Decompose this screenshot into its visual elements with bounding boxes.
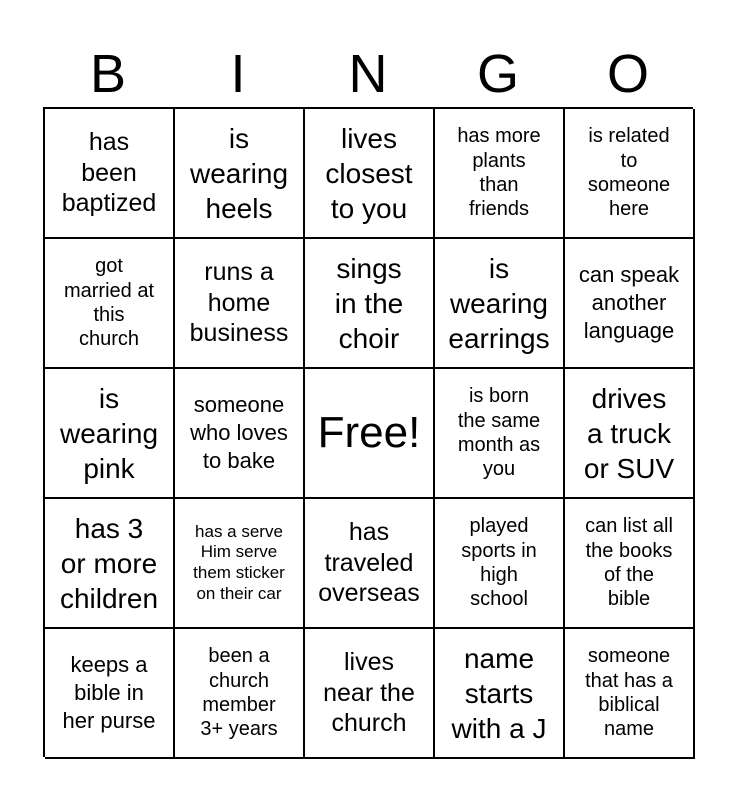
bingo-cell[interactable] [305,499,435,629]
bingo-cell[interactable] [45,239,175,369]
bingo-cell[interactable] [565,629,695,759]
header-letter-i: I [230,44,246,104]
header-letter-g: G [476,44,519,104]
cell-text: is wearing heels [189,122,289,224]
free-space-label: Free! [317,408,421,457]
bingo-cell[interactable] [175,499,305,629]
header-letter-o: O [606,44,649,104]
cell-text: lives near the church [323,648,415,738]
bingo-cell[interactable] [435,629,565,759]
header-letter-b: B [89,44,127,104]
bingo-cell[interactable] [45,369,175,499]
cell-text: has been baptized [61,128,157,218]
bingo-cell[interactable] [45,109,175,239]
bingo-cell[interactable] [435,239,565,369]
bingo-cell[interactable] [45,629,175,759]
bingo-cell[interactable] [565,499,695,629]
cell-text: has a serve Him serve them sticker on their car [193,521,285,603]
bingo-cell[interactable] [435,369,565,499]
cell-text: played sports in high school [461,515,537,611]
bingo-cell[interactable] [435,109,565,239]
cell-text: sings in the choir [334,252,404,354]
bingo-cell[interactable] [45,499,175,629]
cell-text: can speak another language [578,261,680,344]
header-letter-n: N [348,44,388,104]
cell-text: runs a home business [189,258,289,348]
bingo-grid [43,107,693,757]
bingo-cell[interactable] [565,369,695,499]
cell-text: keeps a bible in her purse [62,651,156,734]
cell-text: has 3 or more children [59,512,159,614]
bingo-cell[interactable] [175,629,305,759]
bingo-cell[interactable] [565,239,695,369]
bingo-cell[interactable] [305,109,435,239]
bingo-cell[interactable] [305,239,435,369]
cell-text: someone that has a biblical name [585,645,673,741]
bingo-cell[interactable] [435,499,565,629]
cell-text: is related to someone here [587,125,671,221]
bingo-cell[interactable] [175,239,305,369]
cell-text: has traveled overseas [318,518,420,608]
cell-text: been a church member 3+ years [200,645,278,741]
cell-text: has more plants than friends [457,125,541,221]
cell-text: is born the same month as you [457,385,541,481]
cell-text: is wearing earrings [448,252,550,354]
cell-text: someone who loves to bake [190,391,288,474]
bingo-cell[interactable] [565,109,695,239]
bingo-header [43,42,693,106]
bingo-cell[interactable] [175,109,305,239]
bingo-cell[interactable] [175,369,305,499]
cell-text: is wearing pink [59,382,159,484]
cell-text: name starts with a J [451,642,547,744]
cell-text: lives closest to you [325,122,413,224]
bingo-cell[interactable] [305,629,435,759]
free-space[interactable] [305,369,435,499]
cell-text: can list all the books of the bible [585,515,673,611]
cell-text: drives a truck or SUV [583,382,675,484]
cell-text: got married at this church [63,255,155,351]
